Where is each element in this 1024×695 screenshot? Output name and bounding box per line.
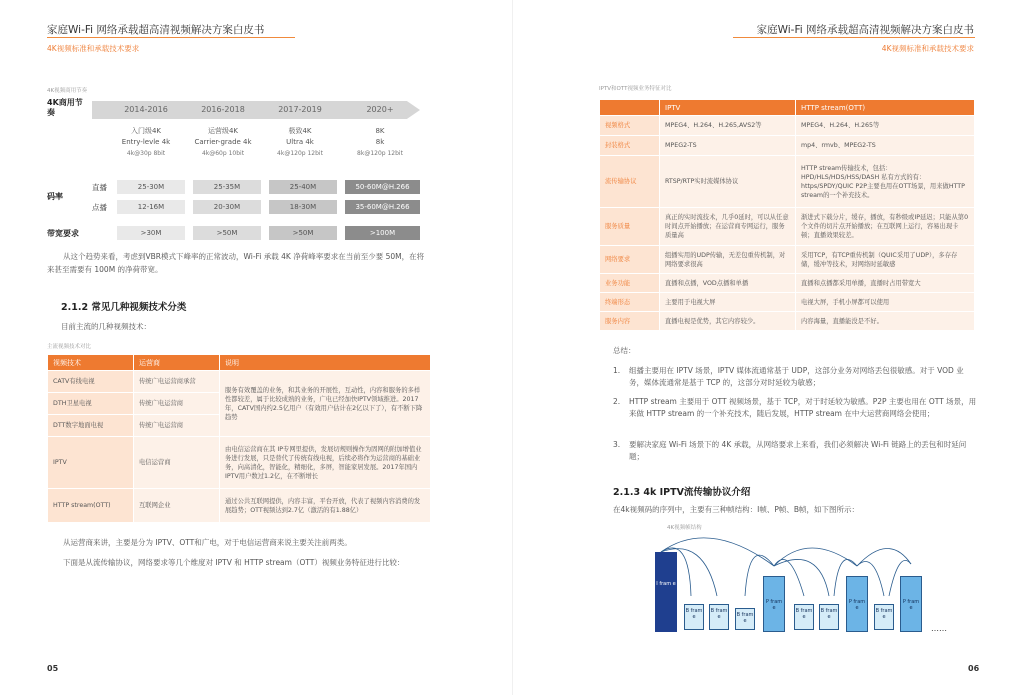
cell-ott: mp4、rmvb、MPEG2-TS [796, 136, 975, 156]
cell-desc: 由电信运营商在其 IP专网里提供，发展切规则操作为固网的附加增值业务进行发展，只是替代了传统有线电视，后续必将作为运营商的基础业务，向高清化，智能化，精细化，多屏，智能家居发展。2017年国内IPTV用户数过1.2亿，在不断增长 [220, 437, 431, 489]
stage-spec: 4k@30p 8bit [126, 150, 166, 157]
cell-iptv: 直播电视是优势，其它内容较少。 [660, 312, 796, 331]
cell-operator: 传统广电运营商承营 [134, 371, 220, 393]
stage-name: 极致4K [288, 127, 312, 135]
table-header-row [600, 100, 975, 116]
year-3: 2017-2019 [278, 105, 322, 114]
header-rule [733, 37, 975, 38]
vod-bar-1: 12-16M [117, 200, 185, 214]
cell-desc: 通过公共互联网提供，内容丰富，平台开放，代表了视频内容消费的发展趋势；OTT视频达到2.7亿（激活的有1.88亿） [220, 489, 431, 523]
year-2: 2016-2018 [201, 105, 245, 114]
cell-ott: 电视大屏，手机小屏都可以使用 [796, 293, 975, 312]
b-frame: B fram e [709, 604, 729, 630]
label-live: 直播 [92, 183, 107, 192]
p-frame: P fram e [846, 576, 868, 632]
i-frame: I fram e [655, 552, 677, 632]
page-number: 05 [47, 664, 59, 673]
table-row [48, 371, 431, 393]
cell-ott: 直播和点播都采用单播，直播时占用带宽大 [796, 274, 975, 293]
stage-4 [338, 126, 422, 159]
cell-tech: CATV有线电视 [48, 371, 134, 393]
b-frame: B fram e [684, 604, 704, 630]
row-key: 封装格式 [600, 136, 660, 156]
cell-tech: IPTV [48, 437, 134, 489]
page-number: 06 [968, 664, 980, 673]
label-bandwidth: 带宽要求 [47, 229, 79, 238]
vod-bar-2: 20-30M [193, 200, 261, 214]
cell-operator: 传统广电运营商 [134, 393, 220, 415]
cell-iptv: 主要用于电视大屏 [660, 293, 796, 312]
year-1: 2014-2016 [124, 105, 168, 114]
paragraph-compare: 下面是从流传输协议，网络要求等几个维度对 IPTV 和 HTTP stream（OTT）视频业务特征进行比较： [63, 558, 405, 567]
row-key: 网络要求 [600, 246, 660, 274]
figure-label: 4K视频帧结构 [667, 525, 702, 531]
cell-ott: HTTP stream传输技术，包括：HPD/HLS/HDS/HSS/DASH 私有方式的有：https/SPDY/QUIC P2P主要也用在OTT场景，用来做HTTP stream的一个补充技术。 [796, 156, 975, 208]
live-bar-1: 25-30M [117, 180, 185, 194]
cell-iptv: 直播和点播，VOD点播和单播 [660, 274, 796, 293]
col-header: HTTP stream(OTT) [796, 100, 975, 116]
cell-operator: 传统广电运营商 [134, 415, 220, 437]
row-key: 流传输协议 [600, 156, 660, 208]
video-tech-table [47, 354, 431, 523]
row-key: 视频格式 [600, 116, 660, 136]
cell-tech: DTH卫星电视 [48, 393, 134, 415]
b-frame: B fram e [735, 608, 755, 630]
stage-name: 8K [375, 127, 385, 135]
stage-name: 运营级4K [207, 127, 239, 135]
summary-label: 总结： [613, 346, 636, 355]
table-caption: IPTV和OTT视频业务特征对比 [599, 86, 672, 92]
b-frame: B fram e [874, 604, 894, 630]
table-row [600, 208, 975, 246]
table-row [600, 246, 975, 274]
row-key: 业务功能 [600, 274, 660, 293]
cell-ott: 内容海量，直播能没是不好。 [796, 312, 975, 331]
vod-bar-4: 35-60M@H.266 [345, 200, 420, 214]
p-frame: P fram e [900, 576, 922, 632]
col-header [600, 100, 660, 116]
row-key: 终端形态 [600, 293, 660, 312]
stage-3 [258, 126, 342, 159]
stage-en: Ultra 4k [286, 138, 314, 146]
table-row [600, 274, 975, 293]
stage-en: Carrier-grade 4k [194, 138, 252, 146]
header-subtitle: 4K视频标准和承载技术要求 [47, 44, 140, 53]
paragraph-intro: 目前主流的几种视频技术： [61, 322, 151, 331]
col-header: 视频技术 [48, 355, 134, 371]
summary-item-3: 要解决家庭 Wi-Fi 场景下的 4K 承载，从网络要求上来看，我们必须解决 Wi-Fi 链路上的丢包和时延问题； [629, 440, 967, 461]
right-page [512, 0, 1024, 695]
paragraph-frames: 在4k视频码的序列中，主要有三种帧结构：I帧、P帧、B帧，如下图所示： [613, 505, 859, 514]
header-subtitle: 4K视频标准和承载技术要求 [881, 44, 974, 53]
table-row [600, 312, 975, 331]
bandwidth-bar-3: >50M [269, 226, 337, 240]
label-bitrate: 码率 [47, 192, 63, 201]
cell-operator: 电信运营商 [134, 437, 220, 489]
cell-iptv: RTSP/RTP实时流媒体协议 [660, 156, 796, 208]
live-bar-4: 50-60M@H.266 [345, 180, 420, 194]
col-header: 运营商 [134, 355, 220, 371]
table-header-row [48, 355, 431, 371]
table-row [600, 136, 975, 156]
cell-operator: 互联网企业 [134, 489, 220, 523]
bandwidth-bar-2: >50M [193, 226, 261, 240]
paragraph-trend: 从这个趋势来看，考虑到VBR模式下峰率的正常波动，Wi-Fi 承载 4K 净荷峰率要求在当前至少要 50M，在将来甚至需要有 100M 的净荷带宽。 [47, 252, 425, 274]
stage-spec: 8k@120p 12bit [357, 150, 403, 157]
stage-1 [104, 126, 188, 159]
cell-ott: MPEG4、H.264、H.265等 [796, 116, 975, 136]
col-header: 说明 [220, 355, 431, 371]
header-title: 家庭Wi-Fi 网络承载超高清视频解决方案白皮书 [47, 24, 265, 36]
label-commercial: 4K商用节奏 [47, 98, 83, 117]
stage-2 [181, 126, 265, 159]
cell-ott: 采用TCP，有TCP重传机制（QUIC采用了UDP），多存存储，缓冲等技术，对网络时延敏感 [796, 246, 975, 274]
list-marker: 3. [613, 440, 621, 449]
cell-tech: DTT数字地面电视 [48, 415, 134, 437]
b-frame: B fram e [819, 604, 839, 630]
cell-iptv: 真正的实时流技术，几乎0延时，可以从任意时间点开始播放；在运营商专网运行，服务质量高 [660, 208, 796, 246]
paragraph-operators: 从运营商来讲，主要是分为 IPTV、OTT和广电，对于电信运营商来说主要关注前两类。 [63, 538, 352, 547]
summary-item-1: 组播主要用在 IPTV 场景，IPTV 媒体流通常基于 UDP，这部分业务对网络丢包很敏感。对于 VOD 业务，媒体流通常是基于 TCP 的，这部分对时延较为敏感； [629, 366, 964, 387]
ellipsis: …… [931, 624, 947, 633]
table-caption: 主流视频技术对比 [47, 344, 92, 350]
live-bar-3: 25-40M [269, 180, 337, 194]
row-key: 服务内容 [600, 312, 660, 331]
table-row [600, 116, 975, 136]
figure-caption: 4K视频商用节奏 [47, 88, 88, 94]
list-marker: 1. [613, 366, 621, 375]
label-vod: 点播 [92, 203, 107, 212]
table-row [48, 489, 431, 523]
bandwidth-bar-1: >30M [117, 226, 185, 240]
vod-bar-3: 18-30M [269, 200, 337, 214]
cell-desc: 服务有效覆盖的业务，和其业务的开展性，互动性，内容和服务的多样性都较差，属于比较成熟的业务，广电已经加快IPTV领域推进。2017年，CATV国内约2.5亿用户（有效用户估计在2亿以下了），有不断下降趋势 [220, 371, 431, 437]
cell-ott: 渐进式下载分片，缓存，播放，有秒级或IP延迟；只能从第0个文件的切片点开始播放；在互联网上运行，容易出现卡顿；直播效果较差。 [796, 208, 975, 246]
cell-iptv: 组播实用的UDP传输，无差包重传机制，对网络要求很高 [660, 246, 796, 274]
stage-name: 入门级4K [130, 127, 162, 135]
summary-item-2: HTTP stream 主要用于 OTT 视频场景，基于 TCP，对于时延较为敏感。P2P 主要也用在 OTT 场景，用来做 HTTP stream 的一个补充技术，随后发展，HTTP stream 在中大运营商网络会使用； [629, 397, 977, 418]
header-rule [47, 37, 295, 38]
year-4: 2020+ [366, 105, 394, 114]
stage-spec: 4k@60p 10bit [201, 150, 245, 157]
col-header: IPTV [660, 100, 796, 116]
table-row [600, 293, 975, 312]
list-marker: 2. [613, 397, 621, 406]
section-title-2-1-2: 2.1.2 常见几种视频技术分类 [61, 302, 187, 313]
bandwidth-bar-4: >100M [345, 226, 420, 240]
stage-en: 8k [375, 138, 385, 146]
live-bar-2: 25-35M [193, 180, 261, 194]
b-frame: B fram e [794, 604, 814, 630]
iptv-ott-table [599, 99, 975, 331]
cell-tech: HTTP stream(OTT) [48, 489, 134, 523]
row-key: 服务质量 [600, 208, 660, 246]
table-row [48, 437, 431, 489]
p-frame: P fram e [763, 576, 785, 632]
section-title-2-1-3: 2.1.3 4k IPTV流传输协议介绍 [613, 487, 751, 498]
cell-iptv: MPEG2-TS [660, 136, 796, 156]
stage-en: Entry-levle 4k [121, 138, 171, 146]
frame-diagram [649, 524, 959, 634]
cell-iptv: MPEG4、H.264、H.265,AVS2等 [660, 116, 796, 136]
table-row [600, 156, 975, 208]
stage-spec: 4k@120p 12bit [277, 150, 323, 157]
header-title: 家庭Wi-Fi 网络承载超高清视频解决方案白皮书 [756, 24, 974, 36]
